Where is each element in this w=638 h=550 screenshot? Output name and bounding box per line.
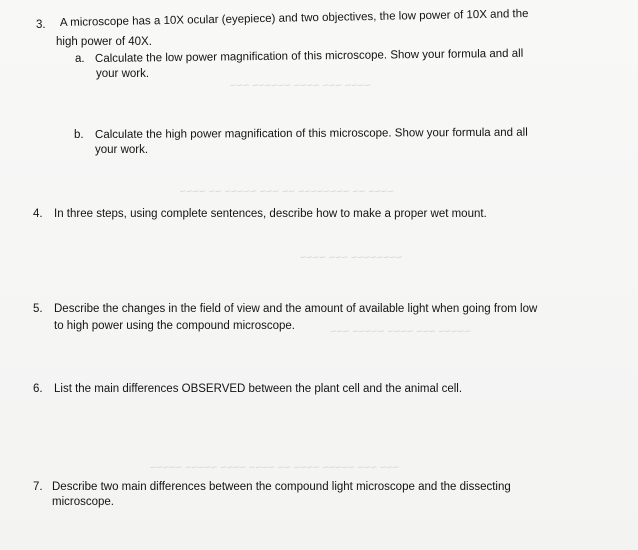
question-7-text-line2: microscope. [52,496,114,508]
question-3a-label: a. [75,53,85,65]
bleed-through-text: ~~~~~ ~~~ ~~~~ ~~~~~ ~~~ [330,326,471,338]
bleed-through-text: ~~~~ ~~~ ~~~~ ~~~~~~ ~~~ [230,80,371,92]
question-3-text-line2: high power of 40X. [56,36,152,48]
question-7-number: 7. [33,481,43,493]
question-6-text-line1: List the main differences OBSERVED between the plant cell and the animal cell. [54,383,463,395]
question-5-text-line1: Describe the changes in the field of view and the amount of available light when going from low [54,303,538,315]
question-3b-text-line1: Calculate the high power magnification of this microscope. Show your formula and all [94,126,528,141]
question-5-number: 5. [33,303,43,315]
question-3a-text-line2: your work. [96,68,150,80]
question-3-text-line1: A microscope has a 10X ocular (eyepiece) and two objectives, the low power of 10X and the [59,8,529,29]
question-3-number: 3. [36,19,46,31]
question-3b-text-line2: your work. [95,144,149,156]
question-3b-label: b. [74,129,84,141]
bleed-through-text: ~~~~ ~~ ~~~~~~~~ ~~ ~~~ ~~~~~ ~~ ~~~~ [180,186,395,198]
question-3a-text-line1: Calculate the low power magnification of this microscope. Show your formula and all [94,47,524,65]
question-7-text-line1: Describe two main differences between the compound light microscope and the dissecting [52,481,511,493]
question-4-text-line1: In three steps, using complete sentences, describe how to make a proper wet mount. [54,208,487,220]
question-5-text-line2: to high power using the compound microscope. [54,320,296,332]
question-6-number: 6. [33,383,43,395]
bleed-through-text: ~~~ ~~~ ~~~~~ ~~~~ ~~ ~~~~ ~~~~ ~~~~~ ~~~~~ [150,462,400,474]
question-4-number: 4. [33,208,43,220]
bleed-through-text: ~~~~~~~~ ~~~ ~~~~ [300,252,403,264]
